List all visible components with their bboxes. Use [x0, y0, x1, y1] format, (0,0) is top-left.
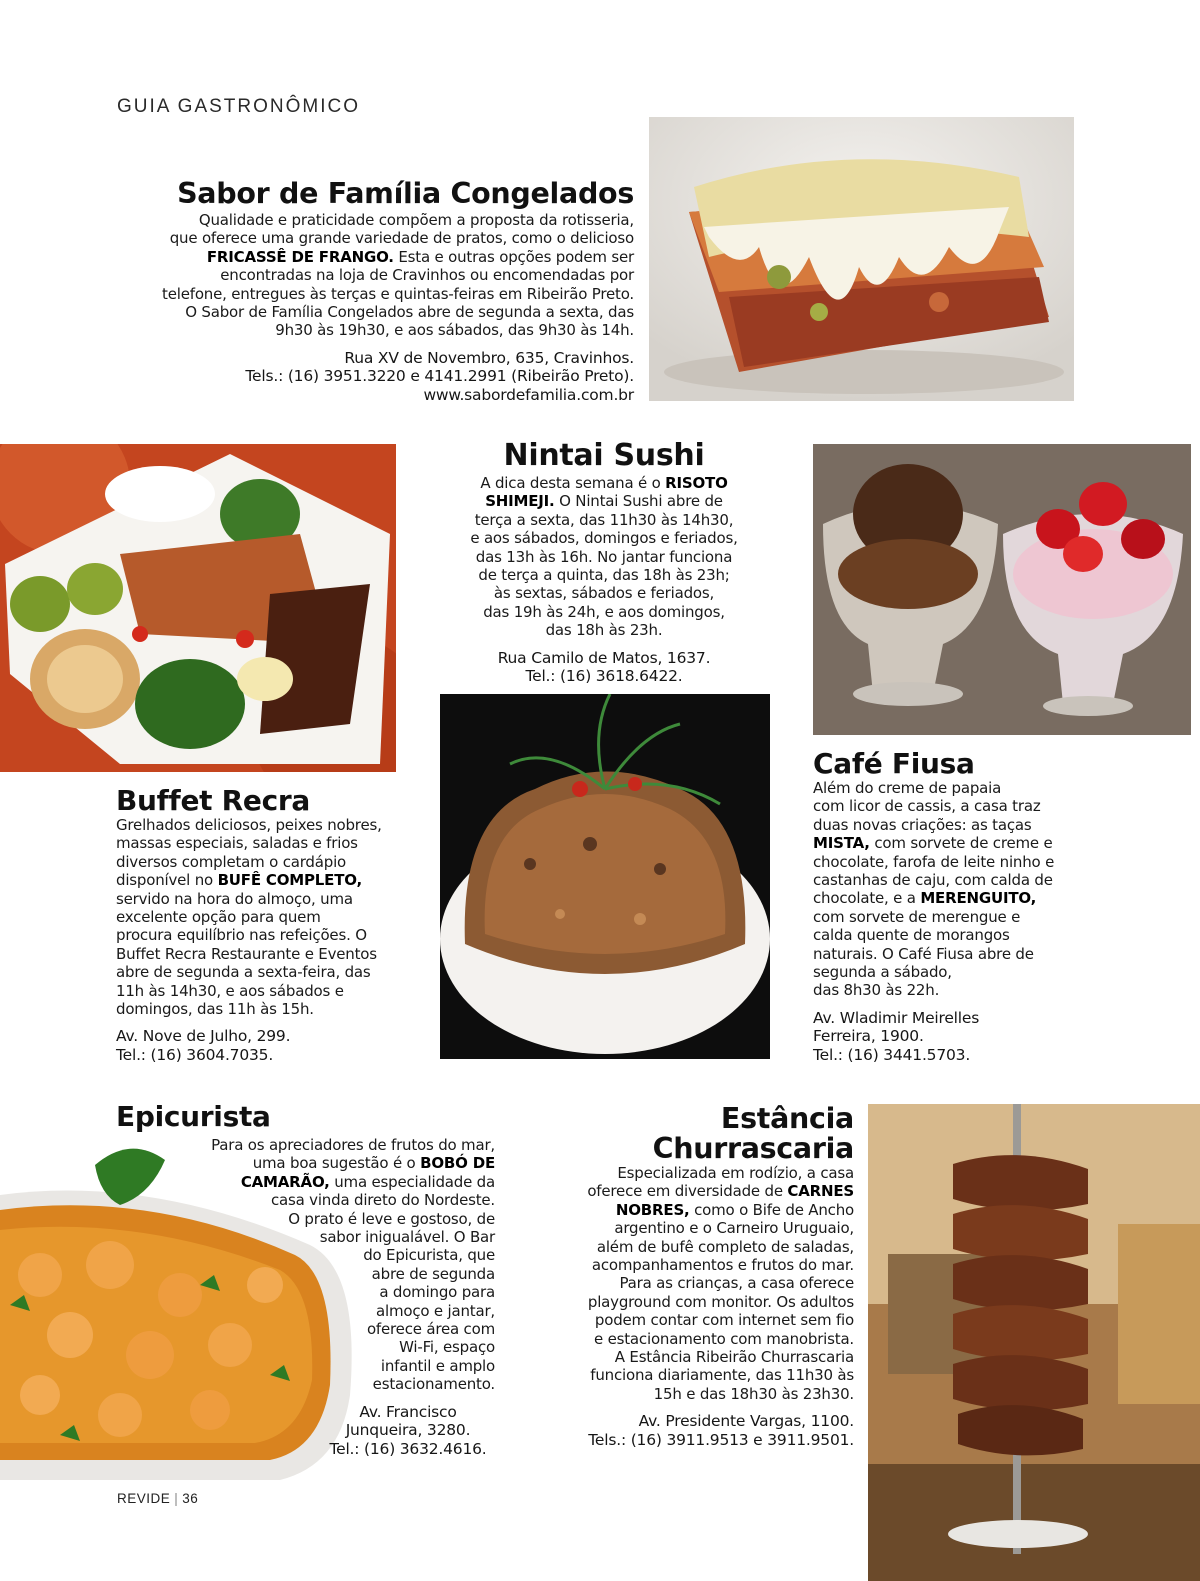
- body-line: [116, 890, 406, 908]
- body-text: chocolate, farofa de leite ninho e: [813, 852, 1055, 871]
- body-line: [813, 797, 1103, 815]
- body-line: [116, 926, 406, 944]
- body-line: [534, 1366, 854, 1384]
- body-text: oferece em diversidade de: [587, 1182, 788, 1201]
- body-line: [155, 1375, 495, 1393]
- address-line: Tels.: (16) 3911.9513 e 3911.9501.: [588, 1430, 854, 1449]
- body-line: [155, 1338, 495, 1356]
- body-text: 11h às 14h30, e aos sábados e: [116, 981, 344, 1000]
- body-line: [116, 963, 406, 981]
- body-text: O Sabor de Família Congelados abre de segunda a sexta, das: [185, 303, 634, 322]
- article-epicurista: [155, 1136, 495, 1458]
- body-text: Especializada em rodízio, a casa: [617, 1164, 854, 1182]
- article-body: [116, 816, 406, 1018]
- article-body: [534, 1164, 854, 1403]
- body-line: [155, 1191, 495, 1209]
- article-title: Sabor de Família Congelados: [177, 177, 634, 210]
- body-line: [813, 834, 1103, 852]
- body-line: [534, 1182, 854, 1200]
- risotto-photo: [440, 694, 770, 1059]
- body-line: [813, 926, 1103, 944]
- body-text: chocolate, e a: [813, 889, 921, 908]
- address-line: Rua XV de Novembro, 635, Cravinhos.: [344, 348, 634, 367]
- body-text: estacionamento.: [372, 1375, 495, 1394]
- body-line: [439, 621, 769, 639]
- body-text: podem contar com internet sem fio: [594, 1311, 854, 1330]
- body-text: Buffet Recra Restaurante e Eventos: [116, 944, 377, 963]
- body-line: [155, 1210, 495, 1228]
- body-line: [116, 871, 406, 889]
- highlight-text: NOBRES,: [615, 1200, 690, 1219]
- body-line: [439, 548, 769, 566]
- body-text: argentino e o Carneiro Uruguaio,: [614, 1219, 854, 1238]
- body-text: playground com monitor. Os adultos: [587, 1292, 854, 1311]
- address-line: Av. Presidente Vargas, 1100.: [638, 1412, 854, 1431]
- body-line: [534, 1293, 854, 1311]
- article-title: Estância: [720, 1102, 854, 1135]
- body-text: de terça a quinta, das 18h às 23h;: [478, 566, 730, 585]
- highlight-text: MERENGUITO,: [920, 889, 1037, 908]
- body-text: Esta e outras opções podem ser: [393, 247, 634, 266]
- highlight-text: BOBÓ DE: [420, 1154, 495, 1173]
- body-text: Além do creme de papaia: [813, 779, 1002, 797]
- body-line: [116, 816, 406, 834]
- body-text: duas novas criações: as taças: [813, 815, 1032, 834]
- body-text: e estacionamento com manobrista.: [594, 1329, 854, 1348]
- page-footer: [117, 1491, 198, 1506]
- body-line: [534, 1201, 854, 1219]
- body-line: [116, 945, 406, 963]
- body-line: [155, 1246, 495, 1264]
- body-text: das 8h30 às 22h.: [813, 981, 940, 1000]
- address-line: Tel.: (16) 3632.4616.: [329, 1439, 487, 1458]
- article-address: [439, 649, 769, 686]
- body-line: [439, 603, 769, 621]
- body-text: almoço e jantar,: [375, 1301, 495, 1320]
- address-line: Junqueira, 3280.: [345, 1421, 471, 1440]
- body-text: Grelhados deliciosos, peixes nobres,: [116, 816, 382, 834]
- article-nintai: [439, 438, 769, 685]
- body-line: [534, 1238, 854, 1256]
- body-line: [813, 871, 1103, 889]
- article-body: [155, 1136, 495, 1394]
- dessert-cups-photo: [813, 444, 1191, 735]
- body-text: disponível no: [116, 871, 218, 890]
- body-text: funciona diariamente, das 11h30 às: [590, 1366, 854, 1385]
- body-text: A Estância Ribeirão Churrascaria: [614, 1348, 854, 1367]
- body-line: [534, 1256, 854, 1274]
- highlight-text: BUFÊ COMPLETO,: [217, 871, 362, 890]
- body-text: como o Bife de Ancho: [689, 1200, 854, 1219]
- body-line: [114, 285, 634, 303]
- grilled-fish-photo: [0, 444, 396, 772]
- body-line: [155, 1302, 495, 1320]
- article-title-2: Churrascaria: [652, 1132, 854, 1165]
- highlight-text: CAMARÃO,: [240, 1172, 330, 1191]
- body-line: [813, 889, 1103, 907]
- body-text: Wi-Fi, espaço: [399, 1338, 495, 1357]
- body-text: castanhas de caju, com calda de: [813, 871, 1053, 890]
- body-text: do Epicurista, que: [363, 1246, 495, 1265]
- body-text: que oferece uma grande variedade de pratos, como o delicioso: [169, 229, 634, 248]
- body-text: 15h e das 18h30 às 23h30.: [653, 1384, 854, 1403]
- body-line: [534, 1274, 854, 1292]
- footer-separator: |: [174, 1491, 179, 1506]
- skewer-meat-photo: [868, 1104, 1200, 1581]
- body-line: [116, 908, 406, 926]
- body-text: uma boa sugestão é o: [252, 1154, 421, 1173]
- body-text: encontradas na loja de Cravinhos ou encomendadas por: [220, 266, 634, 285]
- body-line: [439, 492, 769, 510]
- body-text: terça a sexta, das 11h30 às 14h30,: [474, 510, 734, 529]
- body-line: [439, 474, 769, 492]
- body-line: [813, 963, 1103, 981]
- article-sabor: [114, 177, 634, 404]
- address-line: www.sabordefamilia.com.br: [423, 385, 634, 404]
- article-address: [813, 1009, 1103, 1064]
- body-line: [534, 1164, 854, 1182]
- body-text: com sorvete de merengue e: [813, 907, 1021, 926]
- article-title: Buffet Recra: [116, 784, 311, 817]
- body-line: [439, 511, 769, 529]
- article-body: [439, 474, 769, 640]
- body-line: [155, 1173, 495, 1191]
- body-text: telefone, entregues às terças e quintas-feiras em Ribeirão Preto.: [162, 284, 634, 303]
- body-line: [114, 303, 634, 321]
- body-line: [813, 853, 1103, 871]
- body-text: Qualidade e praticidade compõem a proposta da rotisseria,: [198, 211, 634, 229]
- body-line: [534, 1330, 854, 1348]
- lasagna-photo: [649, 117, 1074, 401]
- page-number: 36: [182, 1491, 199, 1506]
- body-line: [813, 981, 1103, 999]
- body-line: [116, 853, 406, 871]
- body-text: casa vinda direto do Nordeste.: [270, 1191, 495, 1210]
- body-text: das 13h às 16h. No jantar funciona: [475, 547, 733, 566]
- highlight-text: SHIMEJI.: [485, 492, 555, 511]
- article-address: [114, 349, 634, 404]
- body-text: infantil e amplo: [380, 1356, 495, 1375]
- body-line: [439, 584, 769, 602]
- body-line: [114, 321, 634, 339]
- body-text: servido na hora do almoço, uma: [116, 889, 353, 908]
- body-text: com licor de cassis, a casa traz: [813, 797, 1041, 816]
- body-line: [813, 945, 1103, 963]
- body-line: [116, 982, 406, 1000]
- body-text: diversos completam o cardápio: [116, 852, 347, 871]
- magazine-name: REVIDE: [117, 1491, 171, 1506]
- highlight-text: FRICASSÊ DE FRANGO.: [206, 247, 394, 266]
- body-line: [114, 229, 634, 247]
- body-line: [155, 1228, 495, 1246]
- highlight-text: CARNES: [787, 1182, 854, 1201]
- body-text: com sorvete de creme e: [869, 834, 1053, 853]
- body-line: [813, 779, 1103, 797]
- address-line: Av. Wladimir Meirelles: [813, 1008, 980, 1027]
- body-line: [155, 1136, 495, 1154]
- article-body: [114, 211, 634, 340]
- body-text: excelente opção para quem: [116, 908, 321, 927]
- address-line: Tel.: (16) 3604.7035.: [116, 1045, 274, 1064]
- article-title-epicurista: Epicurista: [116, 1100, 271, 1133]
- section-header: GUIA GASTRONÔMICO: [117, 96, 361, 117]
- article-address: [534, 1412, 854, 1449]
- body-text: das 18h às 23h.: [545, 621, 663, 640]
- address-line: Rua Camilo de Matos, 1637.: [497, 648, 711, 667]
- body-line: [534, 1311, 854, 1329]
- address-line: Av. Francisco: [359, 1402, 457, 1421]
- body-text: O prato é leve e gostoso, de: [288, 1209, 495, 1228]
- address-line: Av. Nove de Julho, 299.: [116, 1027, 291, 1046]
- body-text: acompanhamentos e frutos do mar.: [591, 1256, 854, 1275]
- body-text: a domingo para: [379, 1283, 495, 1302]
- body-line: [114, 211, 634, 229]
- body-text: massas especiais, saladas e frios: [116, 834, 358, 853]
- body-line: [534, 1219, 854, 1237]
- body-line: [155, 1265, 495, 1283]
- body-line: [155, 1283, 495, 1301]
- article-buffet: [116, 786, 406, 1064]
- body-text: segunda a sábado,: [813, 963, 952, 982]
- body-line: [155, 1154, 495, 1172]
- body-text: O Nintai Sushi abre de: [554, 492, 723, 511]
- body-line: [155, 1357, 495, 1375]
- body-line: [534, 1348, 854, 1366]
- article-title: Café Fiusa: [813, 747, 975, 780]
- body-line: [813, 816, 1103, 834]
- body-line: [116, 1000, 406, 1018]
- article-title: Nintai Sushi: [503, 438, 705, 473]
- address-line: Ferreira, 1900.: [813, 1027, 924, 1046]
- body-line: [439, 566, 769, 584]
- highlight-text: MISTA,: [813, 834, 870, 853]
- body-line: [114, 266, 634, 284]
- body-text: às sextas, sábados e feriados,: [493, 584, 715, 603]
- body-line: [155, 1320, 495, 1338]
- body-text: procura equilíbrio nas refeições. O: [116, 926, 367, 945]
- body-text: domingos, das 11h às 15h.: [116, 1000, 314, 1019]
- body-line: [813, 908, 1103, 926]
- body-text: naturais. O Café Fiusa abre de: [813, 944, 1034, 963]
- body-text: Para os apreciadores de frutos do mar,: [211, 1136, 495, 1154]
- body-text: oferece área com: [366, 1320, 495, 1339]
- body-line: [439, 529, 769, 547]
- body-text: 9h30 às 19h30, e aos sábados, das 9h30 às 14h.: [275, 321, 634, 340]
- address-line: Tels.: (16) 3951.3220 e 4141.2991 (Ribeirão Preto).: [245, 367, 634, 386]
- body-text: A dica desta semana é o: [480, 474, 666, 492]
- article-estancia: [534, 1104, 854, 1449]
- article-address: [293, 1403, 523, 1458]
- article-cafe: [813, 749, 1103, 1064]
- body-text: sabor inigualável. O Bar: [319, 1228, 495, 1247]
- article-address: [116, 1027, 406, 1064]
- highlight-text: RISOTO: [665, 474, 728, 492]
- article-body: [813, 779, 1103, 1000]
- body-text: uma especialidade da: [329, 1172, 495, 1191]
- body-text: das 19h às 24h, e aos domingos,: [483, 602, 725, 621]
- body-text: e aos sábados, domingos e feriados,: [470, 529, 738, 548]
- body-text: calda quente de morangos: [813, 926, 1010, 945]
- body-line: [116, 834, 406, 852]
- body-line: [114, 248, 634, 266]
- address-line: Tel.: (16) 3618.6422.: [525, 667, 683, 686]
- address-line: Tel.: (16) 3441.5703.: [813, 1045, 971, 1064]
- body-text: abre de segunda: [371, 1264, 495, 1283]
- body-line: [534, 1385, 854, 1403]
- body-text: abre de segunda a sexta-feira, das: [116, 963, 371, 982]
- body-text: Para as crianças, a casa oferece: [619, 1274, 854, 1293]
- body-text: além de bufê completo de saladas,: [596, 1237, 854, 1256]
